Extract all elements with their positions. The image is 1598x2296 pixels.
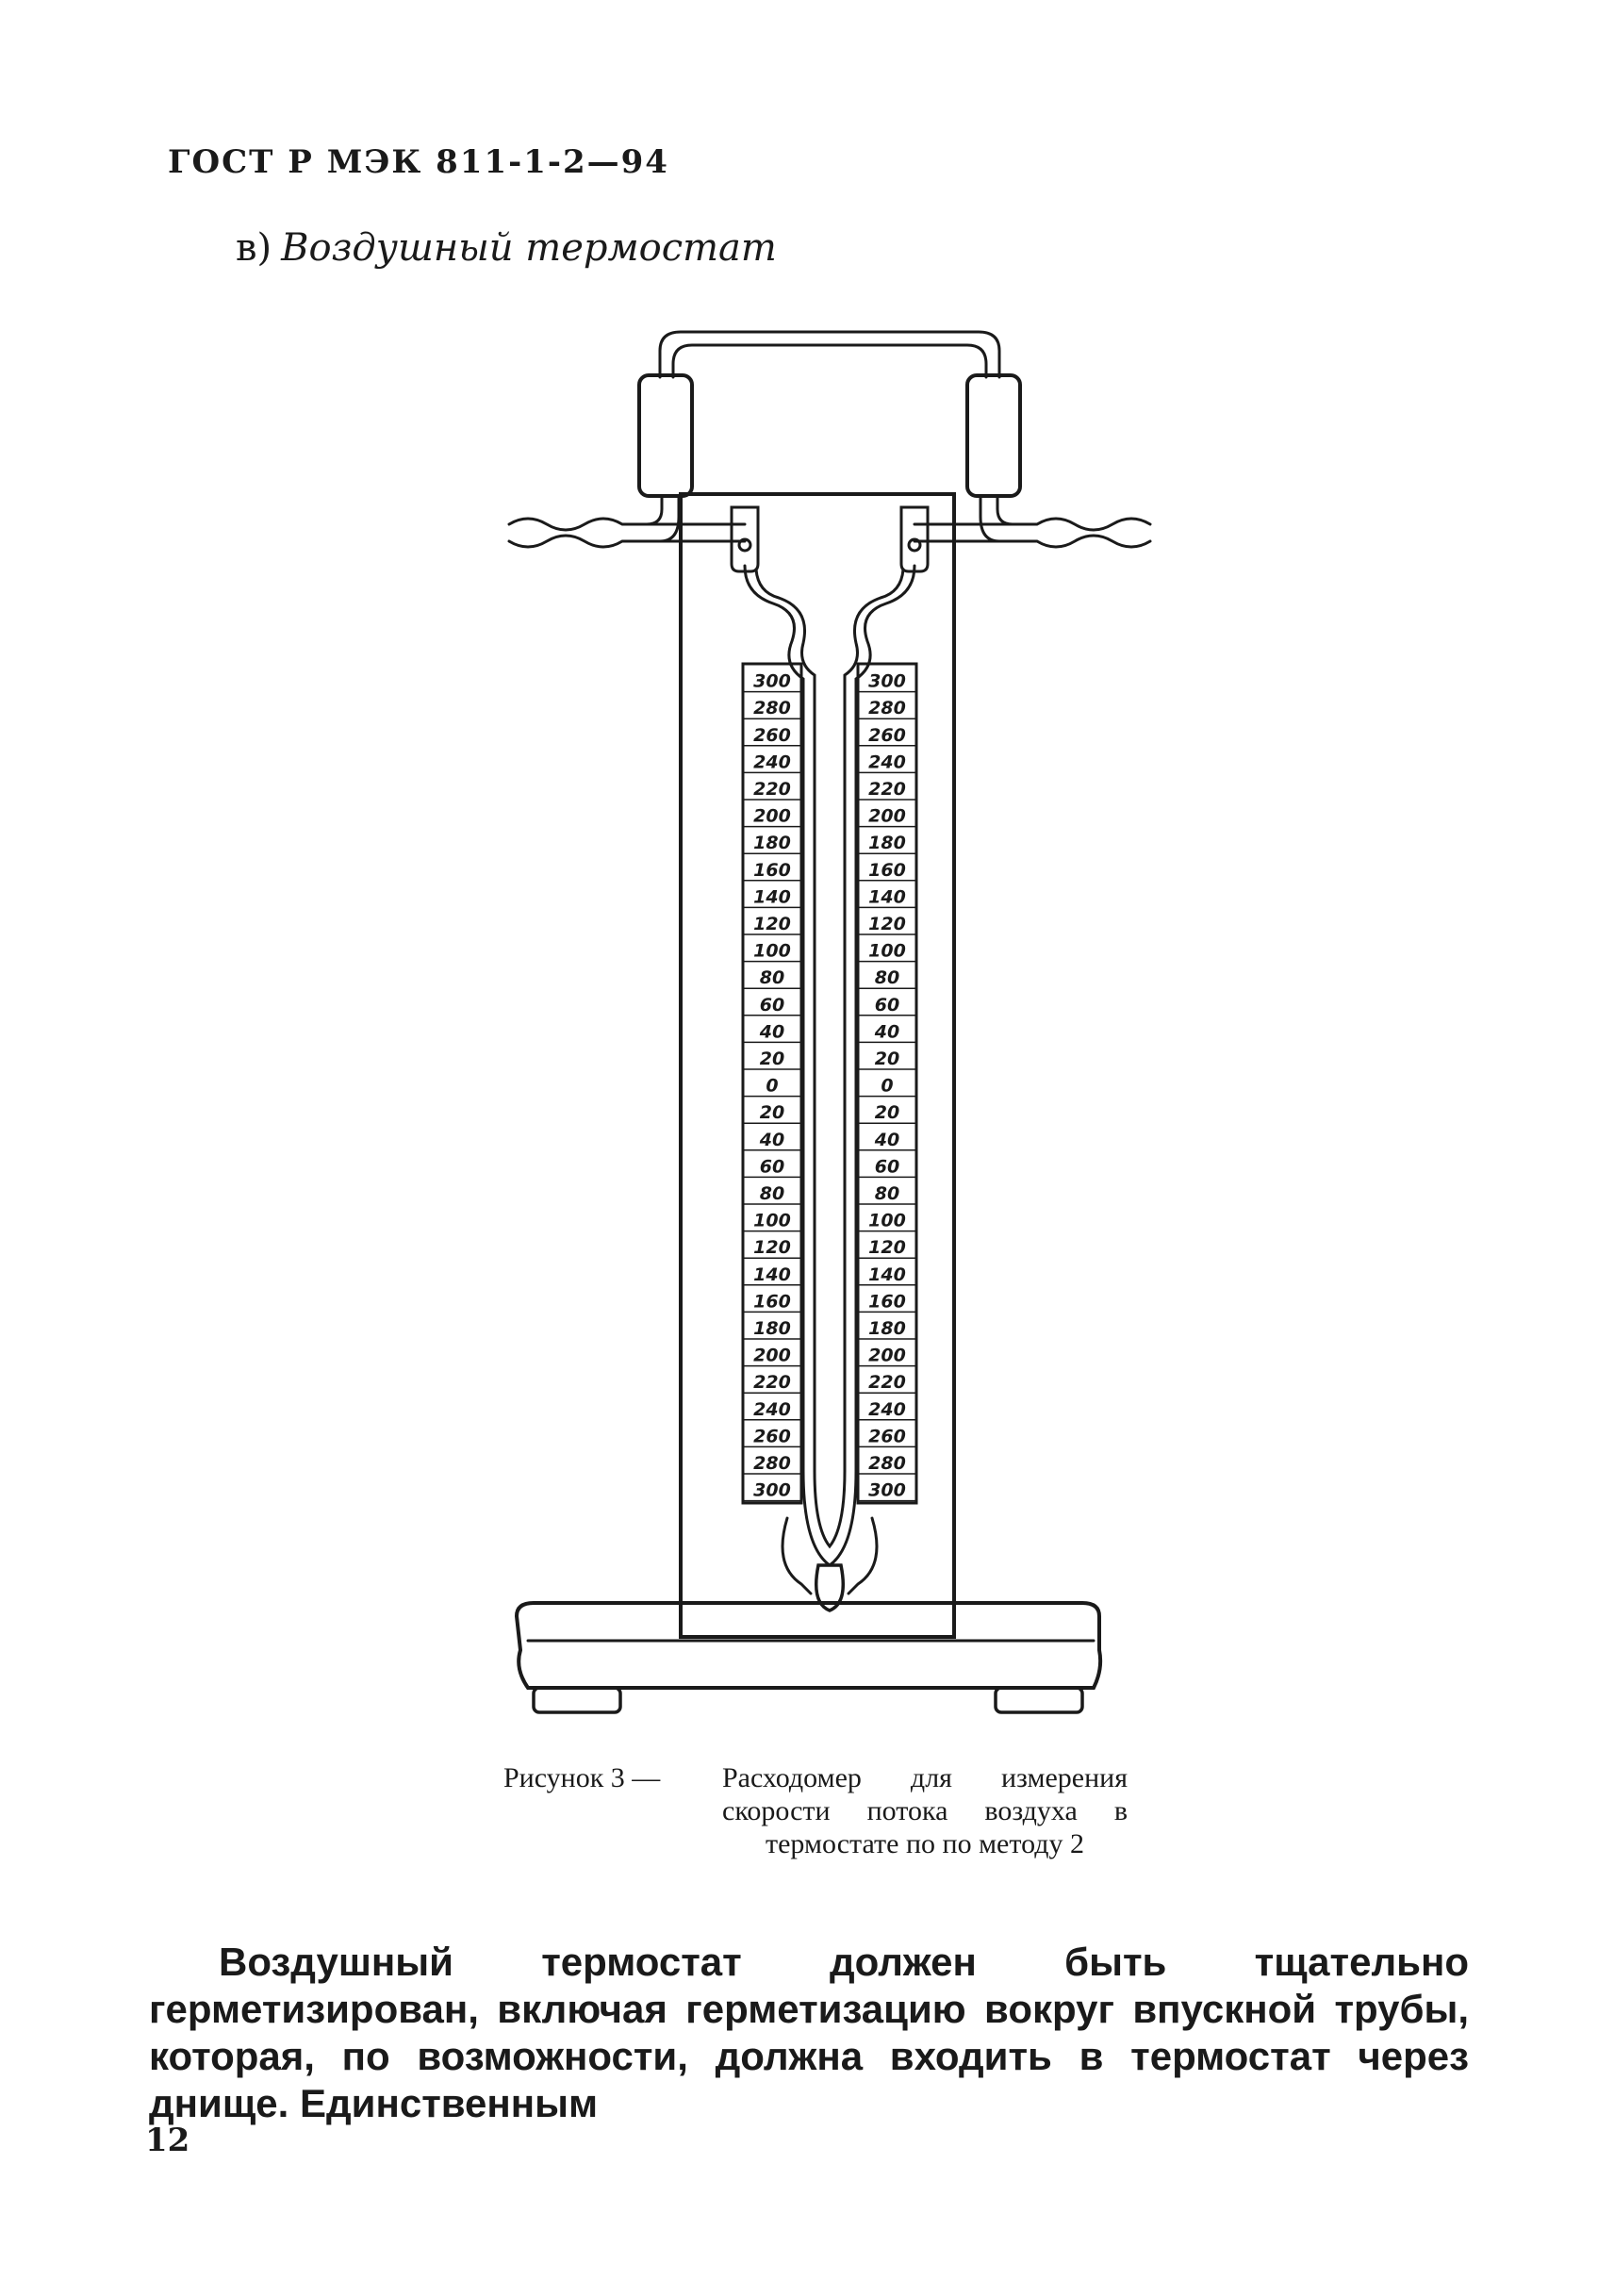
scale-right-tick-label: 220 [868, 779, 906, 800]
scale-left [743, 671, 801, 1501]
scale-right-tick-label: 100 [868, 940, 906, 962]
scale-left-tick-label: 120 [753, 914, 791, 934]
caption-text: Расходомер для измерения скорости потока воздуха в термостате по по методу 2 [722, 1762, 1128, 1859]
scale-right-tick-label: 140 [868, 886, 906, 908]
scale-left-tick-label: 140 [753, 886, 791, 908]
scale-left-tick-label: 240 [753, 1398, 791, 1420]
scale-right-tick-label: 40 [874, 1021, 900, 1043]
scale-right-tick-label: 100 [868, 1210, 906, 1231]
body-paragraph-text: Воздушный термостат должен быть тщательно герметизирован, включая герметизацию вокруг впускной трубы, которая, по возможности, должна входить в термостат через днище. Единственным [149, 1940, 1469, 2125]
scale-left-tick-label: 260 [753, 724, 791, 746]
scale-right-tick-label: 60 [874, 1156, 900, 1178]
scale-left-tick-label: 20 [759, 1049, 785, 1069]
scale-right-tick-label: 280 [868, 698, 906, 719]
scale-left-tick-label: 180 [753, 1318, 791, 1339]
body-paragraph [149, 1939, 1469, 2127]
scale-right-tick-label: 160 [868, 1291, 906, 1313]
figure-caption [503, 1761, 1128, 1860]
subtitle-text: Воздушный термостат [281, 226, 777, 270]
scale-right-tick-label: 20 [874, 1049, 900, 1069]
scale-right-tick-label: 80 [874, 967, 900, 989]
scale-left-tick-label: 20 [759, 1102, 785, 1124]
scale-left-tick-label: 40 [759, 1021, 785, 1043]
scale-right-tick-label: 220 [868, 1372, 906, 1394]
scale-left-tick-label: 80 [759, 967, 785, 989]
scale-left-tick-label: 40 [759, 1129, 785, 1150]
page-number: 12 [145, 2122, 190, 2159]
scale-right-tick-label: 200 [868, 1345, 906, 1366]
scale-right-tick-label: 40 [874, 1129, 900, 1150]
subtitle-label: в) [236, 226, 272, 270]
scale-left-tick-label: 100 [753, 940, 791, 962]
document-header: ГОСТ Р МЭК 811-1-2—94 [168, 143, 669, 181]
scale-left-tick-label: 60 [759, 994, 785, 1016]
scale-left-tick-label: 60 [759, 1156, 785, 1178]
scale-right-tick-label: 80 [874, 1183, 900, 1204]
scale-left-tick-label: 140 [753, 1264, 791, 1285]
scale-left-tick-label: 300 [753, 1479, 791, 1501]
scale-right-tick-label: 60 [874, 994, 900, 1016]
scale-left-tick-label: 120 [753, 1237, 791, 1259]
scale-left-tick-label: 280 [753, 1453, 791, 1474]
scale-right-tick-label: 180 [868, 1318, 906, 1339]
scale-left-tick-label: 200 [753, 1345, 791, 1366]
scale-right-tick-label: 240 [868, 1398, 906, 1420]
scale-left-tick-label: 80 [759, 1183, 785, 1204]
scale-left-tick-label: 280 [753, 698, 791, 719]
scale-right-tick-label: 0 [881, 1075, 894, 1097]
scale-left-tick-label: 240 [753, 752, 791, 773]
scale-right-tick-label: 120 [868, 914, 906, 934]
scale-right-tick-label: 300 [868, 1479, 906, 1501]
scale-right-tick-label: 260 [868, 1426, 906, 1447]
scale-left-tick-label: 160 [753, 859, 791, 881]
scale-right-tick-label: 180 [868, 833, 906, 854]
scale-left-tick-label: 160 [753, 1291, 791, 1313]
scale-right-tick-label: 140 [868, 1264, 906, 1285]
scale-left-tick-label: 200 [753, 805, 791, 827]
scale-left-tick-label: 180 [753, 833, 791, 854]
scale-right-tick-label: 280 [868, 1453, 906, 1474]
scale-right-tick-label: 260 [868, 724, 906, 746]
scale-left-tick-label: 0 [766, 1075, 779, 1097]
scale-right-tick-label: 200 [868, 805, 906, 827]
scale-right-tick-label: 300 [868, 670, 906, 692]
scale-left-tick-label: 220 [753, 1372, 791, 1394]
scale-left-tick-label: 220 [753, 779, 791, 800]
scale-left-tick-label: 300 [753, 670, 791, 692]
scale-right-tick-label: 20 [874, 1102, 900, 1124]
scale-right [858, 671, 916, 1501]
scale-left-tick-label: 100 [753, 1210, 791, 1231]
caption-number: Рисунок 3 — [503, 1762, 661, 1793]
scale-right-tick-label: 240 [868, 752, 906, 773]
scale-left-tick-label: 260 [753, 1426, 791, 1447]
scale-right-tick-label: 160 [868, 859, 906, 881]
scale-right-tick-label: 120 [868, 1237, 906, 1259]
